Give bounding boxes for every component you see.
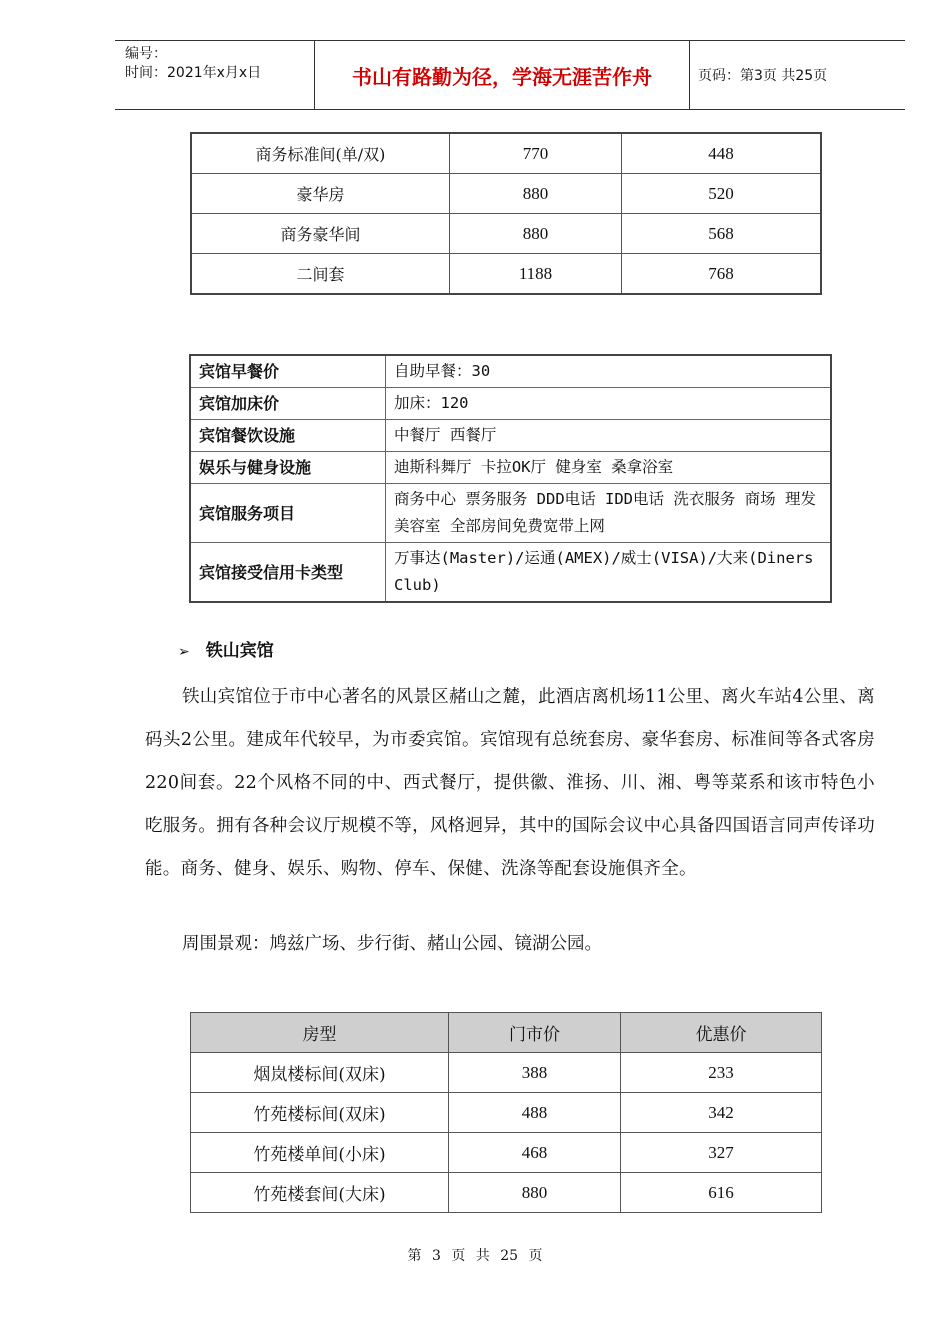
section-heading	[178, 636, 274, 661]
page-footer	[0, 1245, 950, 1265]
table-row	[190, 420, 831, 452]
section-title: 铁山宾馆	[205, 641, 274, 661]
rack-price-cell: 880	[450, 214, 622, 254]
scenery-paragraph: 周围景观：鸠兹广场、步行街、赭山公园、镜湖公园。	[182, 934, 602, 954]
info-value-cell: 加床：120	[386, 388, 832, 420]
rack-price-cell: 468	[449, 1133, 621, 1173]
discount-price-cell: 520	[622, 174, 822, 214]
footer-page-number: 3	[431, 1248, 441, 1264]
table-row	[191, 1053, 822, 1093]
room-type-cell: 豪华房	[191, 174, 450, 214]
rack-price-cell: 488	[449, 1093, 621, 1133]
table-row	[191, 254, 821, 295]
info-key-cell: 宾馆接受信用卡类型	[190, 543, 386, 603]
info-value-cell: 自助早餐：30	[386, 355, 832, 388]
table-row	[191, 1173, 822, 1213]
room-price-table-bottom	[190, 1012, 822, 1213]
header-motto: 书山有路勤为径，学海无涯苦作舟	[315, 41, 690, 109]
discount-price-cell: 233	[621, 1053, 822, 1093]
discount-price-cell: 327	[621, 1133, 822, 1173]
table-row	[190, 388, 831, 420]
page-header	[115, 40, 905, 110]
info-value-cell: 商务中心 票务服务 DDD电话 IDD电话 洗衣服务 商场 理发美容室 全部房间免费宽带上网	[386, 484, 832, 543]
arrow-bullet-icon: ➢	[178, 644, 190, 660]
document-time-label: 时间：2021年x月x日	[125, 65, 262, 81]
footer-ye-2: 页	[528, 1248, 543, 1264]
info-key-cell: 宾馆早餐价	[190, 355, 386, 388]
rack-price-cell: 880	[450, 174, 622, 214]
column-header-rack-price: 门市价	[449, 1013, 621, 1053]
rack-price-cell: 388	[449, 1053, 621, 1093]
table-row	[191, 174, 821, 214]
room-type-cell: 竹苑楼单间(小床)	[191, 1133, 449, 1173]
table-header-row	[191, 1013, 822, 1053]
room-type-cell: 竹苑楼套间(大床)	[191, 1173, 449, 1213]
room-price-table-top	[190, 132, 822, 295]
table-row	[190, 543, 831, 603]
rack-price-cell: 880	[449, 1173, 621, 1213]
discount-price-cell: 448	[622, 133, 822, 174]
room-type-cell: 商务标准间(单/双)	[191, 133, 450, 174]
discount-price-cell: 768	[622, 254, 822, 295]
table-row	[190, 355, 831, 388]
footer-gong: 共	[475, 1248, 490, 1264]
table-row	[191, 214, 821, 254]
rack-price-cell: 770	[450, 133, 622, 174]
table-row	[190, 484, 831, 543]
room-type-cell: 二间套	[191, 254, 450, 295]
info-value-cell: 中餐厅 西餐厅	[386, 420, 832, 452]
document-number-label: 编号：	[125, 46, 167, 62]
info-value-cell: 万事达(Master)/运通(AMEX)/威士(VISA)/大来(Diners Club)	[386, 543, 832, 603]
hotel-description-paragraph: 铁山宾馆位于市中心著名的风景区赭山之麓，此酒店离机场11公里、离火车站4公里、离码头2公里。建成年代较早，为市委宾馆。宾馆现有总统套房、豪华套房、标准间等各式客房220间套。22个风格不同的中、西式餐厅，提供徽、淮扬、川、湘、粤等菜系和该市特色小吃服务。拥有各种会议厅规模不等，风格迥异，其中的国际会议中心具备四国语言同声传译功能。商务、健身、娱乐、购物、停车、保健、洗涤等配套设施俱齐全。	[145, 687, 875, 879]
rack-price-cell: 1188	[450, 254, 622, 295]
discount-price-cell: 568	[622, 214, 822, 254]
room-type-cell: 商务豪华间	[191, 214, 450, 254]
info-key-cell: 宾馆加床价	[190, 388, 386, 420]
hotel-info-table	[189, 354, 832, 603]
footer-total-pages: 25	[500, 1248, 519, 1264]
footer-ye: 页	[451, 1248, 466, 1264]
info-key-cell: 宾馆餐饮设施	[190, 420, 386, 452]
column-header-room-type: 房型	[191, 1013, 449, 1053]
room-type-cell: 烟岚楼标间(双床)	[191, 1053, 449, 1093]
table-row	[191, 1133, 822, 1173]
info-key-cell: 宾馆服务项目	[190, 484, 386, 543]
column-header-discount-price: 优惠价	[621, 1013, 822, 1053]
table-row	[191, 133, 821, 174]
info-key-cell: 娱乐与健身设施	[190, 452, 386, 484]
discount-price-cell: 616	[621, 1173, 822, 1213]
info-value-cell: 迪斯科舞厅 卡拉OK厅 健身室 桑拿浴室	[386, 452, 832, 484]
header-page-number: 页码：第3页 共25页	[698, 68, 828, 84]
room-type-cell: 竹苑楼标间(双床)	[191, 1093, 449, 1133]
discount-price-cell: 342	[621, 1093, 822, 1133]
table-row	[190, 452, 831, 484]
footer-di: 第	[407, 1248, 422, 1264]
header-meta	[115, 41, 315, 109]
table-row	[191, 1093, 822, 1133]
